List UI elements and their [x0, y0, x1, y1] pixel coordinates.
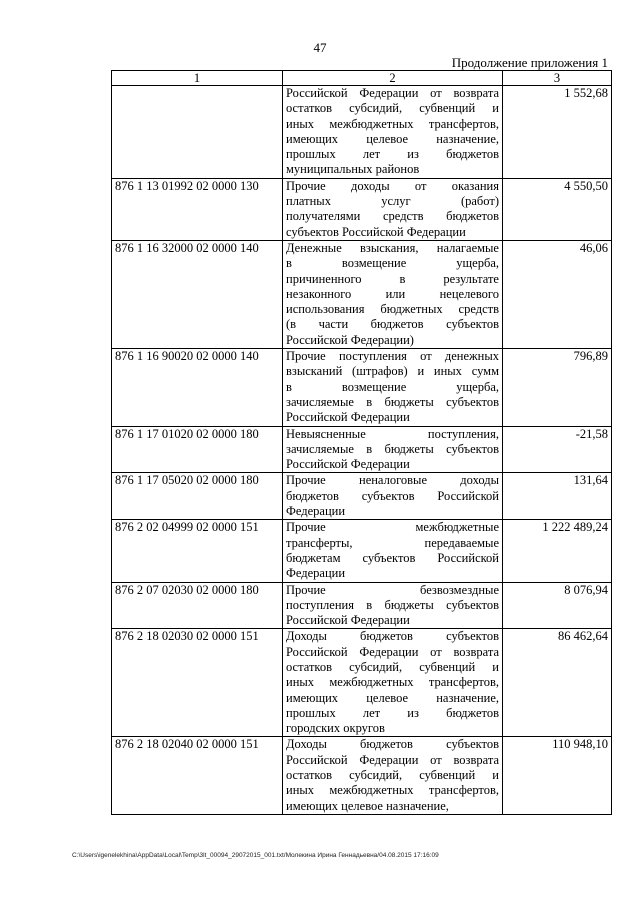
budget-code-cell: 876 1 16 90020 02 0000 140 — [112, 349, 283, 426]
description-line: взысканий (штрафов) и иных сумм — [286, 364, 499, 379]
description-line: трансферты, передаваемые — [286, 535, 499, 550]
description-line: Прочие межбюджетные — [286, 520, 499, 535]
amount-cell: 4 550,50 — [503, 178, 612, 240]
description-cell — [283, 473, 503, 520]
table-row — [112, 178, 612, 240]
description-line: остатков субсидий, субвенций и — [286, 101, 499, 116]
budget-code-cell — [112, 86, 283, 179]
description-line: Федерации — [286, 566, 346, 581]
column-header-amount: 3 — [503, 71, 612, 86]
description-line: имеющих целевое назначение, — [286, 131, 499, 146]
description-line: платных услуг (работ) — [286, 194, 499, 209]
description-line: иных межбюджетных трансфертов, — [286, 116, 499, 131]
amount-cell: 1 552,68 — [503, 86, 612, 179]
amount-cell: -21,58 — [503, 426, 612, 473]
description-cell — [283, 349, 503, 426]
description-line: в возмещение ущерба, — [286, 256, 499, 271]
description-line: поступления в бюджеты субъектов — [286, 597, 499, 612]
table-header-row — [112, 71, 612, 86]
description-line: использования бюджетных средств — [286, 302, 499, 317]
description-line: имеющих целевое назначение, — [286, 690, 499, 705]
description-cell — [283, 582, 503, 629]
amount-cell: 796,89 — [503, 349, 612, 426]
description-line: городских округов — [286, 721, 385, 736]
description-line: (в части бюджетов субъектов — [286, 317, 499, 332]
table-row — [112, 473, 612, 520]
amount-cell: 131,64 — [503, 473, 612, 520]
description-line: Российской Федерации от возврата — [286, 644, 499, 659]
description-cell — [283, 426, 503, 473]
description-line: бюджетам субъектов Российской — [286, 550, 499, 565]
description-line: Прочие доходы от оказания — [286, 178, 499, 193]
description-line: бюджетов субъектов Российской — [286, 488, 499, 503]
description-cell — [283, 240, 503, 348]
amount-cell: 46,06 — [503, 240, 612, 348]
description-cell — [283, 86, 503, 179]
description-cell — [283, 520, 503, 582]
table-row — [112, 426, 612, 473]
table-row — [112, 240, 612, 348]
description-line: причиненного в результате — [286, 271, 499, 286]
appendix-continuation-label: Продолжение приложения 1 — [451, 55, 608, 70]
description-line: Российской Федерации — [286, 613, 410, 628]
budget-code-cell: 876 2 07 02030 02 0000 180 — [112, 582, 283, 629]
description-cell — [283, 737, 503, 814]
description-cell — [283, 629, 503, 737]
description-line: Прочие неналоговые доходы — [286, 473, 499, 488]
description-line: Российской Федерации — [286, 410, 410, 425]
page-number: 47 — [313, 40, 327, 55]
description-line: Российской Федерации от возврата — [286, 86, 499, 100]
revenue-table — [111, 70, 612, 815]
description-line: Российской Федерации от возврата — [286, 752, 499, 767]
description-line: зачисляемые в бюджеты субъектов — [286, 441, 499, 456]
table-row — [112, 629, 612, 737]
column-header-code: 1 — [112, 71, 283, 86]
description-line: Российской Федерации) — [286, 332, 414, 347]
description-line: Невыясненные поступления, — [286, 426, 499, 441]
description-line: Российской Федерации — [286, 457, 410, 472]
column-header-description: 2 — [283, 71, 503, 86]
budget-code-cell: 876 1 17 01020 02 0000 180 — [112, 426, 283, 473]
description-line: остатков субсидий, субвенций и — [286, 659, 499, 674]
description-line: Прочие поступления от денежных — [286, 349, 499, 364]
budget-code-cell: 876 2 02 04999 02 0000 151 — [112, 520, 283, 582]
description-line: иных межбюджетных трансфертов, — [286, 675, 499, 690]
description-line: в возмещение ущерба, — [286, 379, 499, 394]
description-line: прошлых лет из бюджетов — [286, 147, 499, 162]
description-line: муниципальных районов — [286, 162, 420, 177]
description-line: прошлых лет из бюджетов — [286, 705, 499, 720]
budget-code-cell: 876 2 18 02030 02 0000 151 — [112, 629, 283, 737]
description-line: имеющих целевое назначение, — [286, 798, 449, 813]
budget-code-cell: 876 1 16 32000 02 0000 140 — [112, 240, 283, 348]
amount-cell: 1 222 489,24 — [503, 520, 612, 582]
description-line: Доходы бюджетов субъектов — [286, 629, 499, 644]
description-line: Прочие безвозмездные — [286, 582, 499, 597]
table-row — [112, 737, 612, 814]
description-line: получателями средств бюджетов — [286, 209, 499, 224]
budget-code-cell: 876 1 17 05020 02 0000 180 — [112, 473, 283, 520]
description-line: субъектов Российской Федерации — [286, 224, 466, 239]
description-line: Федерации — [286, 504, 346, 519]
description-cell — [283, 178, 503, 240]
amount-cell: 8 076,94 — [503, 582, 612, 629]
amount-cell: 110 948,10 — [503, 737, 612, 814]
footer-file-path: C:\Users\igenelekhina\AppData\Local\Temp\3lt_00094_29072015_001.txt/Молекина Ирина Геннадьевна/04.08.2015 17:16:09 — [72, 852, 439, 859]
description-line: остатков субсидий, субвенций и — [286, 768, 499, 783]
description-line: Доходы бюджетов субъектов — [286, 737, 499, 752]
description-line: незаконного или нецелевого — [286, 286, 499, 301]
description-line: Денежные взыскания, налагаемые — [286, 240, 499, 255]
budget-code-cell: 876 1 13 01992 02 0000 130 — [112, 178, 283, 240]
description-line: иных межбюджетных трансфертов, — [286, 783, 499, 798]
description-line: зачисляемые в бюджеты субъектов — [286, 394, 499, 409]
table-row — [112, 349, 612, 426]
table-row — [112, 86, 612, 179]
table-row — [112, 520, 612, 582]
budget-code-cell: 876 2 18 02040 02 0000 151 — [112, 737, 283, 814]
table-row — [112, 582, 612, 629]
amount-cell: 86 462,64 — [503, 629, 612, 737]
